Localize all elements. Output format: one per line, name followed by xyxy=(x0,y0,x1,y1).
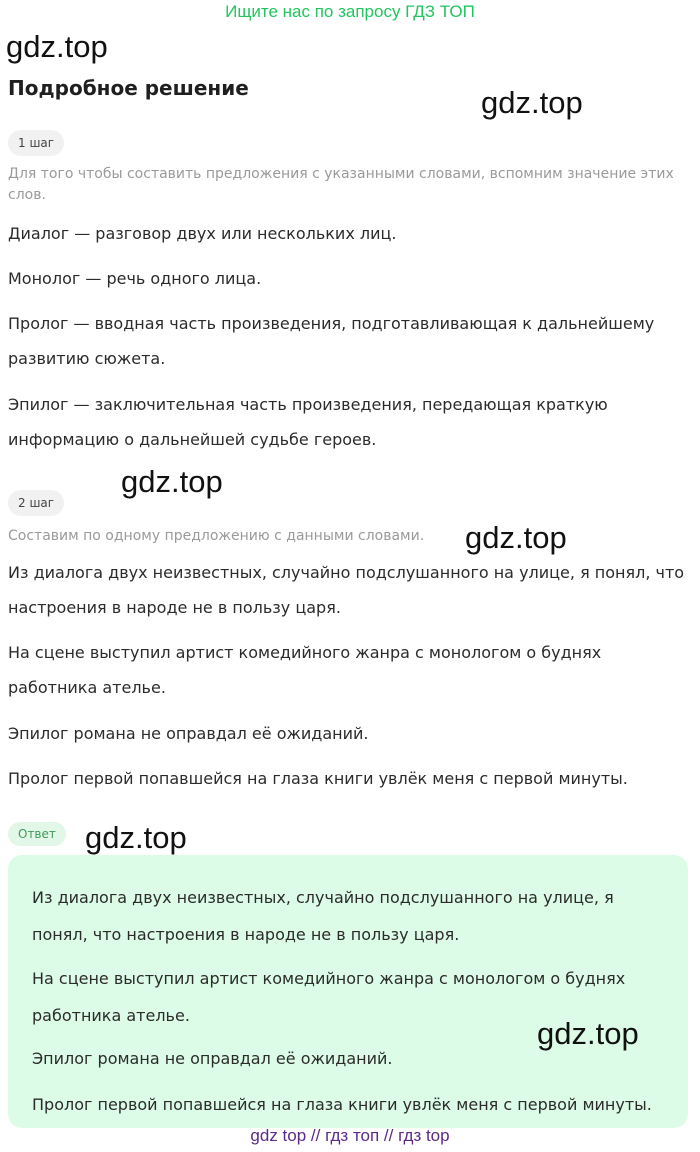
watermark: gdz.top xyxy=(465,520,567,555)
answer-paragraph: На сцене выступил артист комедийного жанра с монологом о буднях работника ателье. xyxy=(32,969,626,1025)
step-paragraph: Диалог — разговор двух или нескольких лиц. xyxy=(8,224,397,243)
watermark: gdz.top xyxy=(85,820,187,855)
step-paragraph: Монолог — речь одного лица. xyxy=(8,269,262,288)
step-paragraph: Эпилог — заключительная часть произведения, передающая краткую информацию о дальнейшей судьбе героев. xyxy=(8,395,608,449)
search-hint-banner: Ищите нас по запросу ГДЗ ТОП xyxy=(225,2,475,21)
answer-paragraph: Эпилог романа не оправдал её ожиданий. xyxy=(32,1049,393,1068)
step-hint: Составим по одному предложению с данными словами. xyxy=(8,528,425,544)
footer-links: gdz top // гдз топ // гдз top xyxy=(250,1126,450,1145)
step-paragraph: На сцене выступил артист комедийного жанра с монологом о буднях работника ателье. xyxy=(8,643,602,697)
watermark: gdz.top xyxy=(481,85,583,120)
step-badge: 2 шаг xyxy=(8,490,64,516)
step-paragraph: Пролог — вводная часть произведения, подготавливающая к дальнейшему развитию сюжета. xyxy=(8,314,655,368)
step-hint: Для того чтобы составить предложения с указанными словами, вспомним значение этих слов. xyxy=(8,166,674,203)
watermark: gdz.top xyxy=(121,464,223,499)
step-badge: 1 шаг xyxy=(8,130,64,156)
answer-paragraph: Из диалога двух неизвестных, случайно подслушанного на улице, я понял, что настроения в народе не в пользу царя. xyxy=(32,888,614,944)
answer-badge: Ответ xyxy=(8,822,66,846)
page-title: Подробное решение xyxy=(8,76,249,100)
answer-paragraph: Пролог первой попавшейся на глаза книги увлёк меня с первой минуты. xyxy=(32,1095,652,1114)
watermark: gdz.top xyxy=(537,1016,639,1051)
step-paragraph: Пролог первой попавшейся на глаза книги увлёк меня с первой минуты. xyxy=(8,769,628,788)
step-paragraph: Эпилог романа не оправдал её ожиданий. xyxy=(8,724,369,743)
watermark: gdz.top xyxy=(6,29,108,64)
step-paragraph: Из диалога двух неизвестных, случайно подслушанного на улице, я понял, что настроения в народе не в пользу царя. xyxy=(8,563,685,617)
